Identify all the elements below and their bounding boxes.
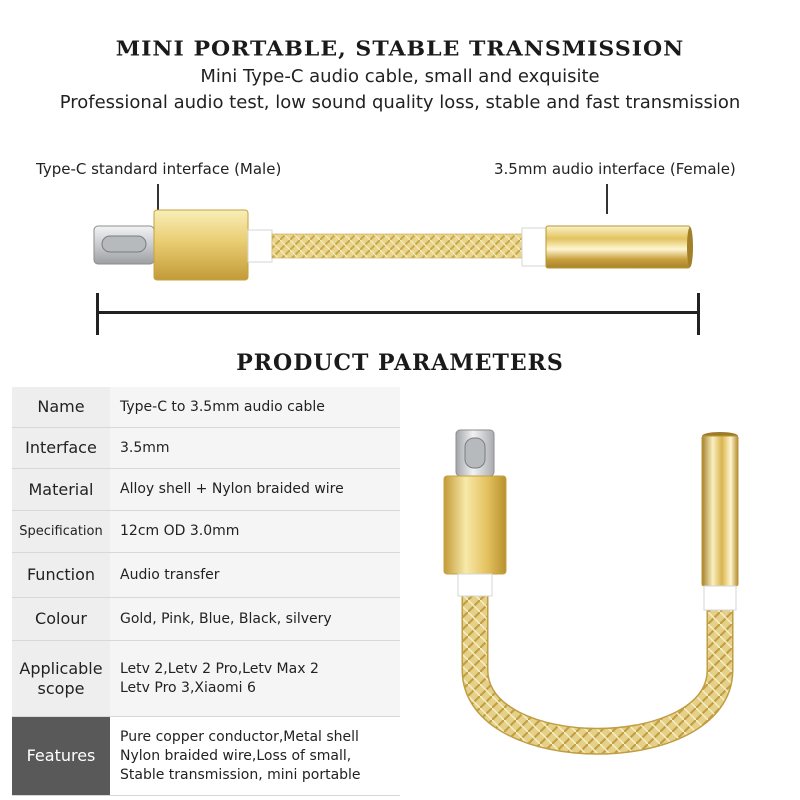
braided-cable-curve [475,595,720,741]
param-value: Gold, Pink, Blue, Black, silvery [110,598,400,640]
param-label: Name [12,387,110,427]
dimension-tick-right [697,293,700,335]
type-c-label: Type-C standard interface (Male) [36,160,282,178]
audio-jack-label: 3.5mm audio interface (Female) [494,160,736,178]
parameters-table [12,387,400,796]
audio-jack-strain-relief-vertical [704,586,736,610]
param-label: Interface [12,428,110,468]
param-row-colour [12,598,400,641]
dimension-tick-left [96,293,99,335]
type-c-plug [94,226,154,264]
type-c-plug-vertical [456,430,494,476]
jack-strain-relief [522,228,546,266]
param-value: Alloy shell + Nylon braided wire [110,469,400,510]
param-row-name [12,387,400,428]
type-c-strain-relief [248,230,272,262]
param-value: Letv 2,Letv 2 Pro,Letv Max 2 Letv Pro 3,Xiaomi 6 [110,641,400,716]
param-row-interface [12,428,400,469]
param-label: Applicable scope [12,641,110,716]
param-row-features [12,717,400,796]
param-value: Type-C to 3.5mm audio cable [110,387,400,427]
type-c-strain-relief-vertical [458,574,492,596]
param-row-applicable-scope [12,641,400,717]
param-label: Features [12,717,110,795]
subtitle-line-2: Professional audio test, low sound quality loss, stable and fast transmission [59,92,741,113]
cable-horizontal-illustration [80,200,720,290]
audio-jack-gold-shell-vertical [702,436,738,586]
param-row-material [12,469,400,511]
param-row-function [12,553,400,598]
param-label: Colour [12,598,110,640]
subtitle-line-1: Mini Type-C audio cable, small and exquisite [200,66,600,87]
cable-bent-product-photo [420,420,790,790]
param-label: Function [12,553,110,597]
param-value: Audio transfer [110,553,400,597]
param-value: Pure copper conductor,Metal shell Nylon braided wire,Loss of small, Stable transmission, mini portable [110,717,400,795]
param-value: 12cm OD 3.0mm [110,511,400,552]
audio-jack-gold-shell [546,226,690,268]
headline: MINI PORTABLE, STABLE TRANSMISSION [115,36,685,62]
param-value: 3.5mm [110,428,400,468]
dimension-line [96,311,700,314]
audio-jack-socket-end [687,227,693,267]
param-row-specification [12,511,400,553]
param-label: Material [12,469,110,510]
type-c-gold-shell [154,210,248,280]
parameters-title: PRODUCT PARAMETERS [236,350,564,376]
param-label: Specification [12,511,110,552]
braided-cable [272,234,522,258]
type-c-gold-shell-vertical [444,476,506,574]
